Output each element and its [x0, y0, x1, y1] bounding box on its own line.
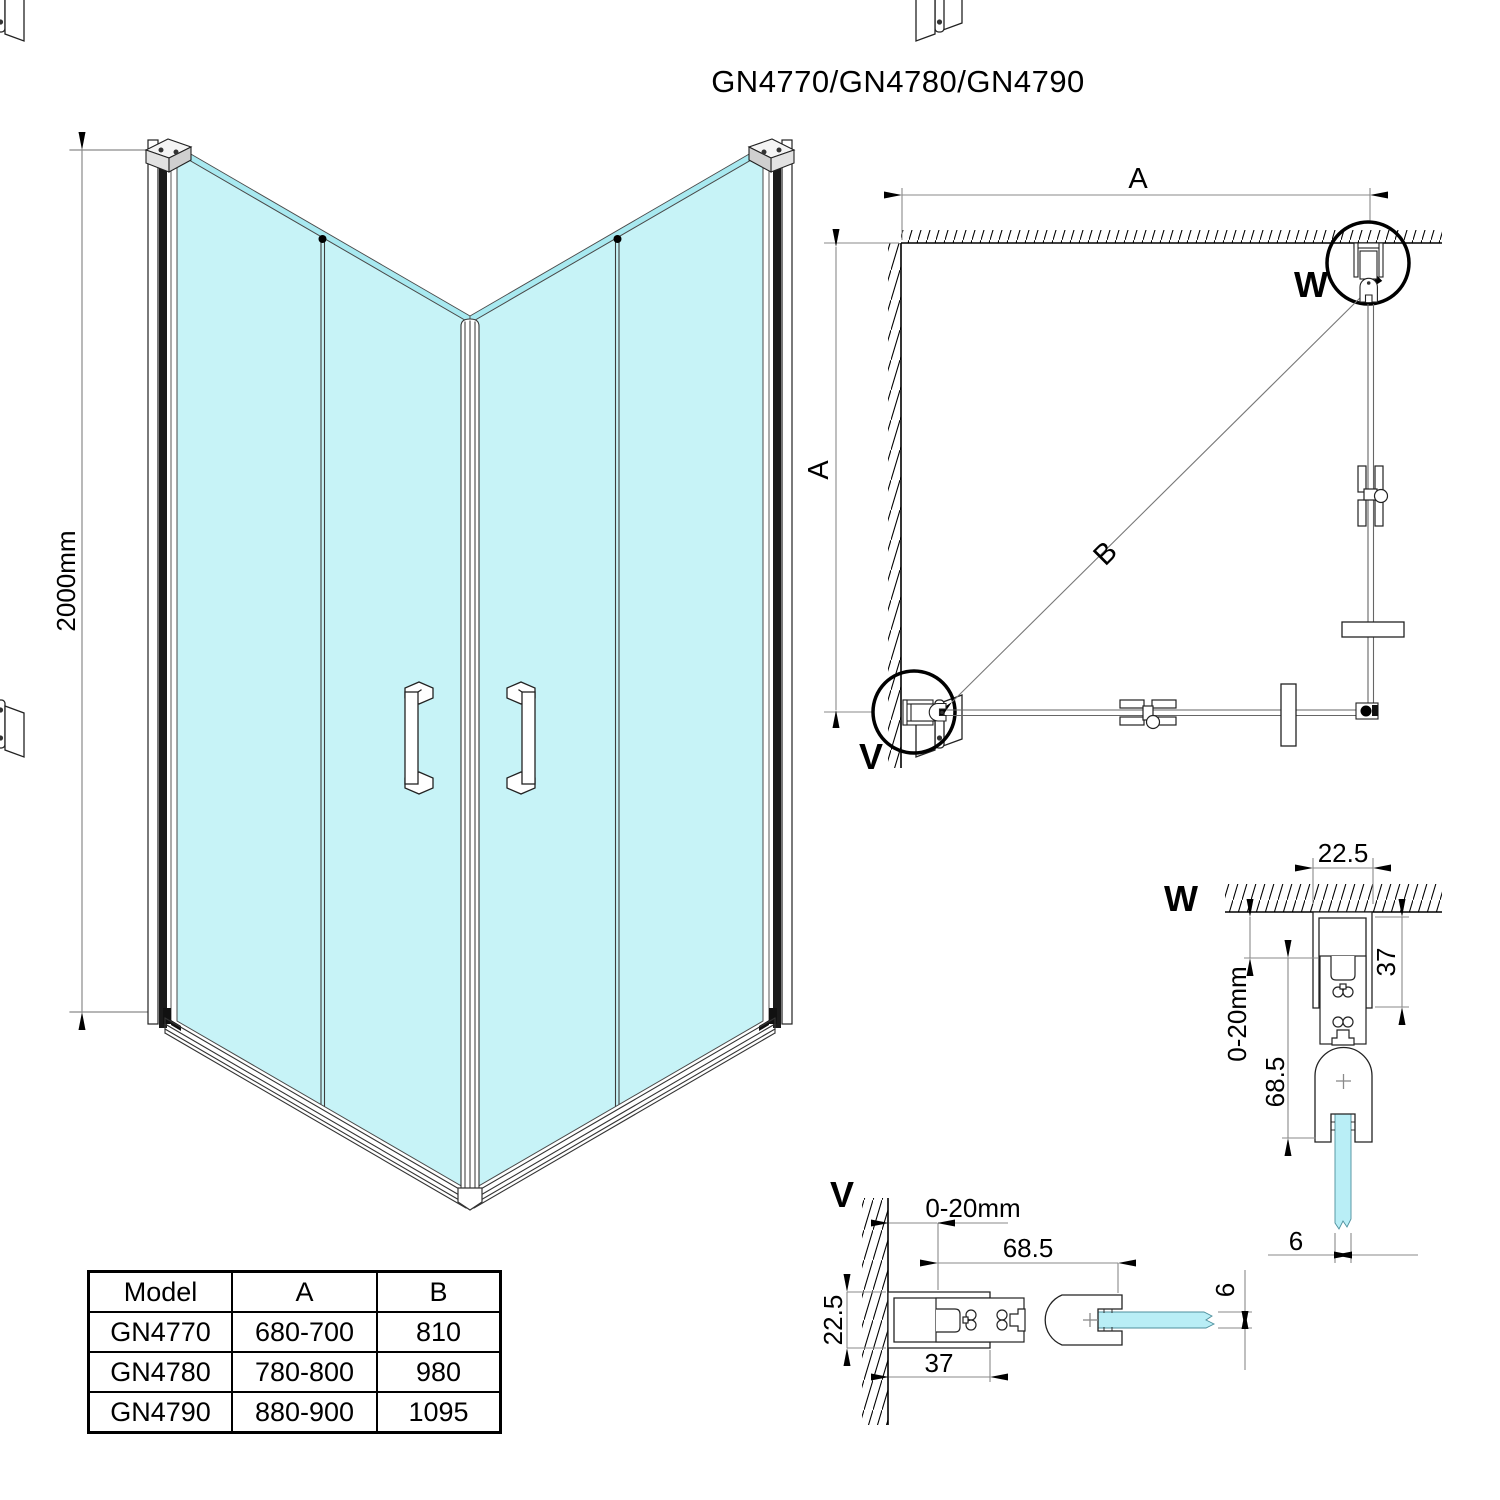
- hinge-icon: [0, 0, 24, 41]
- plan-corner-joint: [1356, 703, 1378, 719]
- spec-cell-b: 980: [377, 1352, 501, 1392]
- detail-w-profile-depth-label: 37: [1371, 947, 1401, 977]
- plan-hinge-bottom: [1120, 700, 1176, 729]
- plan-handle-right: [1342, 622, 1404, 637]
- iso-pivot-dot-left: [319, 235, 327, 243]
- detail-w: [1164, 838, 1442, 1263]
- iso-corner-column: [458, 319, 482, 1210]
- spec-cell-model: GN4780: [89, 1352, 233, 1392]
- spec-header-row: [89, 1272, 501, 1313]
- hinge-upper-right: [916, 0, 962, 41]
- detail-v-label: V: [829, 1174, 855, 1215]
- plan-dim-width-label: A: [1128, 163, 1148, 195]
- iso-pivot-dot-right: [614, 235, 622, 243]
- detail-v-profile-width-label: 22.5: [818, 1294, 848, 1346]
- plan-handle-bottom: [1281, 684, 1296, 746]
- detail-w-dim-glass: [1268, 1226, 1418, 1263]
- plan-glass-lines: [946, 304, 1374, 716]
- detail-v-glass: [1098, 1312, 1214, 1328]
- plan-dim-depth: [803, 243, 899, 712]
- spec-row: [89, 1352, 501, 1392]
- plan-detail-w-label: W: [1294, 264, 1328, 305]
- plan-dim-diagonal-label: B: [1087, 535, 1124, 572]
- iso-height-dimension: [51, 150, 152, 1012]
- detail-v: [818, 1174, 1252, 1425]
- detail-v-dim-profile-length: [938, 1233, 1118, 1293]
- iso-glass-left: [177, 153, 470, 1191]
- iso-height-label: 2000mm: [51, 530, 81, 632]
- spec-header-b: B: [377, 1272, 501, 1313]
- spec-row: [89, 1312, 501, 1352]
- detail-w-wall-offset-label: 0-20mm: [1222, 966, 1252, 1062]
- plan-dim-diagonal: [952, 291, 1367, 702]
- detail-v-dim-profile-depth: [889, 1348, 990, 1382]
- spec-cell-b: 1095: [377, 1392, 501, 1433]
- spec-row: [89, 1392, 501, 1433]
- spec-cell-a: 880-900: [232, 1392, 377, 1433]
- detail-v-profile-length-label: 68.5: [1002, 1233, 1054, 1263]
- detail-w-profile-width-label: 22.5: [1317, 838, 1369, 868]
- detail-w-dim-wall-offset: [1222, 917, 1318, 1062]
- plan-v-profile: [903, 700, 946, 725]
- spec-cell-b: 810: [377, 1312, 501, 1352]
- spec-cell-model: GN4770: [89, 1312, 233, 1352]
- detail-w-dim-profile-length: [1260, 958, 1316, 1138]
- hinge-lower-left: [0, 695, 24, 757]
- spec-cell-a: 780-800: [232, 1352, 377, 1392]
- plan-dim-width: [902, 163, 1370, 240]
- detail-v-dim-wall-offset: [889, 1193, 1021, 1290]
- detail-v-inner-profile: [936, 1298, 1025, 1342]
- detail-v-glass-label: 6: [1210, 1282, 1240, 1298]
- iso-glass-right: [470, 153, 763, 1191]
- spec-header-model: Model: [89, 1272, 233, 1313]
- detail-w-glass: [1335, 1108, 1351, 1229]
- detail-w-glass-label: 6: [1288, 1226, 1304, 1256]
- iso-corner-foot: [458, 1188, 482, 1210]
- plan-detail-v-label: V: [858, 736, 884, 777]
- plan-hinge-right: [1358, 466, 1388, 526]
- plan-view: [803, 163, 1442, 777]
- spec-cell-model: GN4790: [89, 1392, 233, 1433]
- detail-w-label: W: [1164, 878, 1198, 919]
- spec-header-a: A: [232, 1272, 377, 1313]
- plan-w-profile: [1354, 243, 1383, 302]
- detail-v-profile-depth-label: 37: [924, 1348, 954, 1378]
- spec-table: [87, 1270, 502, 1434]
- detail-w-dim-profile-depth: [1371, 917, 1409, 1007]
- plan-walls: [888, 230, 1442, 768]
- detail-w-profile-length-label: 68.5: [1260, 1056, 1290, 1108]
- detail-v-dim-glass: [1210, 1270, 1252, 1370]
- detail-w-inner-profile: [1320, 956, 1366, 1045]
- detail-v-wall-offset-label: 0-20mm: [925, 1193, 1021, 1223]
- plan-dim-depth-label: A: [803, 460, 835, 480]
- spec-cell-a: 680-700: [232, 1312, 377, 1352]
- page-title: GN4770/GN4780/GN4790: [711, 64, 1085, 99]
